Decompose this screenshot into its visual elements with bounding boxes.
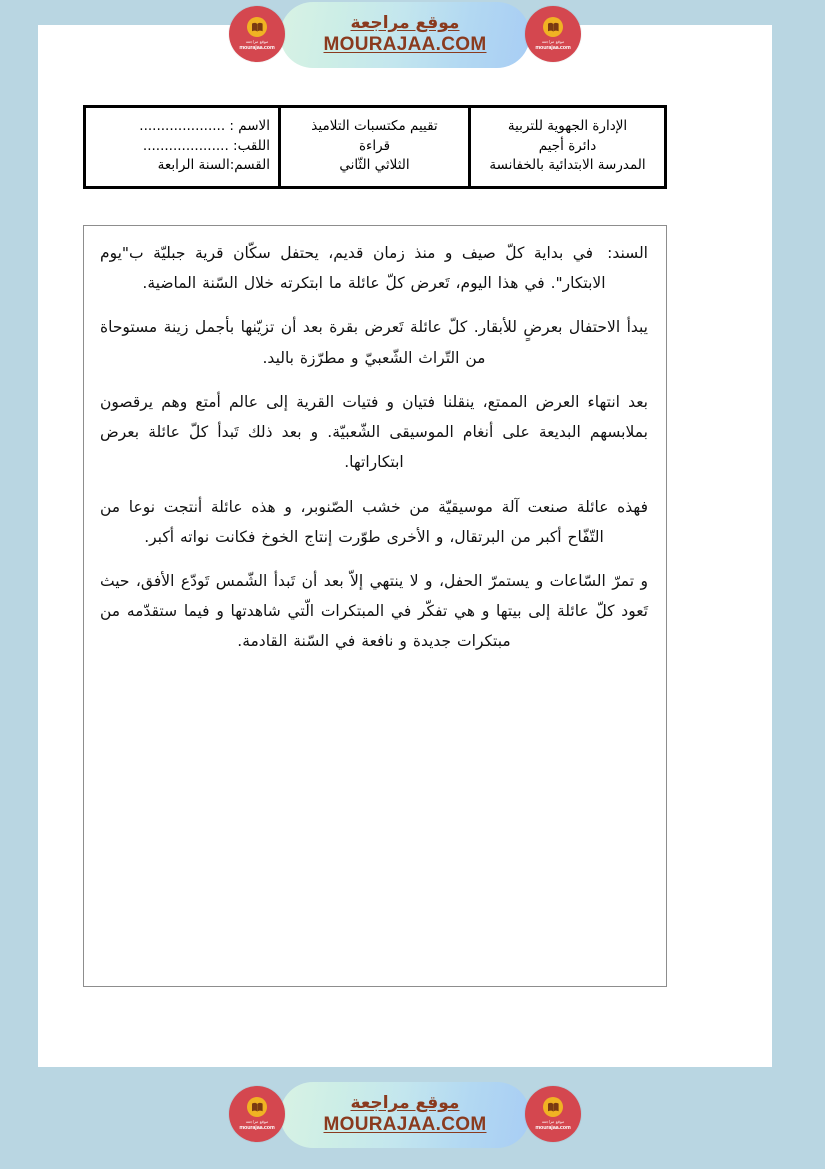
logo-sub-arabic: موقع مراجعة (245, 39, 269, 45)
pupil-surname-field[interactable]: .................... (142, 137, 229, 154)
brand-logo-left (229, 6, 285, 62)
passage-label: السند: (607, 244, 648, 262)
book-icon (247, 1097, 267, 1117)
school-line-1: الإدارة الجهوية للتربية (507, 118, 628, 135)
brand-arabic-name: موقع مراجعة (350, 1092, 460, 1113)
brand-logo-right (525, 6, 581, 62)
logo-sub-url: mourajaa.com (239, 1124, 275, 1131)
school-line-3: المدرسة الابتدائية بالخفانسة (489, 157, 646, 174)
passage-paragraph-text: بعد انتهاء العرض الممتع، ينقلنا فتيان و فتيات القرية إلى عالم أمتع وهم يرقصون بملابسهم البديعة على أنغام الموسيقى الشّعبيّة. و بعد ذلك تَبدأ كلّ عائلة بعرض ابتكاراتها. (100, 392, 648, 472)
passage-paragraph (100, 238, 648, 298)
pupil-surname-row (94, 137, 270, 157)
logo-sub-url: mourajaa.com (535, 1124, 571, 1131)
pupil-surname-label: اللقب: (233, 137, 270, 154)
worksheet-header-table (83, 105, 667, 189)
subject-line-1: تقييم مكتسبات التلاميذ (311, 118, 438, 135)
header-cell-school (468, 108, 664, 186)
brand-site-url: MOURAJAA.COM (323, 1114, 487, 1136)
passage-paragraph-text: في بداية كلّ صيف و منذ زمان قديم، يحتفل سكّان قرية جبليّة ب"يوم الابتكار". في هذا اليوم، تَعرض كلّ عائلة ما ابتكرته خلال السّنة الماضية. (100, 244, 606, 293)
subject-line-2: قراءة (358, 137, 391, 154)
passage-paragraph (100, 566, 648, 657)
header-cell-subject (278, 108, 468, 186)
passage-paragraph (100, 492, 648, 552)
logo-sub-url: mourajaa.com (239, 44, 275, 51)
brand-site-url: MOURAJAA.COM (323, 34, 487, 56)
pupil-class-row: القسم:السنة الرابعة (157, 157, 270, 174)
top-watermark-banner (225, 0, 585, 70)
school-line-2: دائرة أجيم (538, 137, 597, 154)
header-cell-pupil-identity (86, 108, 278, 186)
brand-text-block (280, 1082, 530, 1148)
bottom-watermark-banner (225, 1080, 585, 1150)
passage-paragraph-text: يبدأ الاحتفال بعرضٍ للأبقار. كلّ عائلة تَعرض بقرة بعد أن تزيّنها بأجمل زينة مستوحاة من التّراث الشّعبيّ و مطرّزة باليد. (100, 318, 648, 367)
logo-sub-arabic: موقع مراجعة (541, 39, 565, 45)
pupil-name-field[interactable]: .................... (139, 118, 226, 135)
passage-paragraph (100, 387, 648, 478)
brand-arabic-name: موقع مراجعة (350, 12, 460, 33)
logo-sub-url: mourajaa.com (535, 44, 571, 51)
logo-sub-arabic: موقع مراجعة (541, 1119, 565, 1125)
brand-logo-right (525, 1086, 581, 1142)
brand-logo-left (229, 1086, 285, 1142)
book-icon (543, 17, 563, 37)
book-icon (543, 1097, 563, 1117)
passage-paragraph-text: و تمرّ السّاعات و يستمرّ الحفل، و لا ينتهي إلاّ بعد أن تَبدأ الشّمس تَودّع الأفق، حيث تَعود كلّ عائلة إلى بيتها و هي تفكّر في المبتكرات الّتي شاهدتها و فيما ستقدّمه من مبتكرات جديدة و نافعة في السّنة القادمة. (100, 571, 648, 651)
pupil-name-label: الاسم : (229, 118, 270, 135)
pupil-name-row (94, 117, 270, 137)
book-icon (247, 17, 267, 37)
passage-paragraph (100, 312, 648, 372)
subject-line-3: الثلاثي الثّاني (339, 157, 410, 174)
reading-passage-box (83, 225, 667, 987)
brand-text-block (280, 2, 530, 68)
logo-sub-arabic: موقع مراجعة (245, 1119, 269, 1125)
passage-paragraph-text: فهذه عائلة صنعت آلة موسيقيّة من خشب الصّنوبر، و هذه عائلة أنتجت نوعا من التّفّاح أكبر من البرتقال، و الأخرى طوّرت إنتاج الخوخ فكانت نواته أكبر. (100, 497, 648, 546)
